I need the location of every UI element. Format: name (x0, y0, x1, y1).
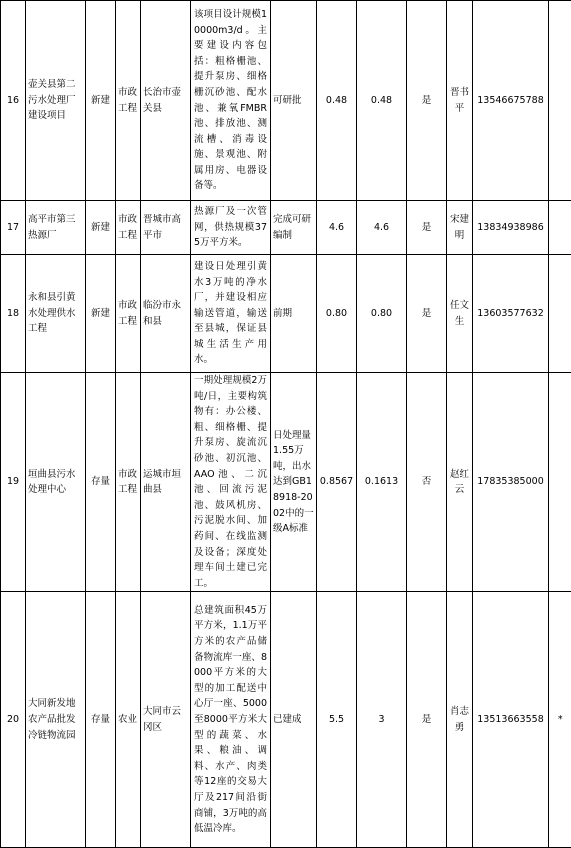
construction-content: 一期处理规模2万吨/日，主要构筑物有：办公楼、粗、细格栅、提升泵房、旋流沉砂池、初沉池、AAO池、二沉池、回流污泥池、鼓风机房、污泥脱水间、加药间、在线监测及设备；深度处理车间土建已完工。 (191, 373, 271, 592)
industry: 市政工程 (116, 255, 141, 373)
flag: 是 (407, 201, 447, 255)
progress: 日处理量1.55万吨，出水达到GB18918-2002中的一级A标准 (271, 373, 317, 592)
industry: 市政工程 (116, 201, 141, 255)
table-row (1, 255, 571, 373)
contact-person: 赵红云 (447, 373, 473, 592)
row-number: 18 (1, 255, 26, 373)
phone-number: 13513663558 (473, 592, 549, 848)
phone-number: 13834938986 (473, 201, 549, 255)
total-investment: 0.8567 (317, 373, 357, 592)
project-name: 大同新发地农产品批发冷链物流园 (26, 592, 86, 848)
progress: 可研批 (271, 1, 317, 201)
industry: 市政工程 (116, 1, 141, 201)
table-row (1, 373, 571, 592)
planned-investment: 0.48 (357, 1, 407, 201)
project-nature: 新建 (86, 201, 116, 255)
contact-person: 任文生 (447, 255, 473, 373)
construction-content: 热源厂及一次管网，供热规模375万平方米。 (191, 201, 271, 255)
phone-number: 13546675788 (473, 1, 549, 201)
row-number: 17 (1, 201, 26, 255)
construction-content: 建设日处理引黄水3万吨的净水厂，并建设相应输送管道，输送至县城，保证县城生活生产用水。 (191, 255, 271, 373)
planned-investment: 0.1613 (357, 373, 407, 592)
total-investment: 0.48 (317, 1, 357, 201)
project-name: 高平市第三热源厂 (26, 201, 86, 255)
total-investment: 5.5 (317, 592, 357, 848)
location: 大同市云冈区 (141, 592, 191, 848)
remark (549, 1, 571, 201)
row-number: 20 (1, 592, 26, 848)
contact-person: 宋建明 (447, 201, 473, 255)
project-nature: 存量 (86, 373, 116, 592)
flag: 是 (407, 255, 447, 373)
total-investment: 0.80 (317, 255, 357, 373)
remark: * (549, 592, 571, 848)
contact-person: 晋书平 (447, 1, 473, 201)
construction-content: 该项目设计规模10000m3/d。主要建设内容包括：粗格栅池、提升泵房、细格栅沉砂池、配水池、兼氧FMBR池、排放池、测流槽、消毒设施、景观池、附属用房、电器设备等。 (191, 1, 271, 201)
remark (549, 373, 571, 592)
flag: 否 (407, 373, 447, 592)
progress: 前期 (271, 255, 317, 373)
project-name: 壶关县第二污水处理厂建设项目 (26, 1, 86, 201)
table-row (1, 201, 571, 255)
project-nature: 新建 (86, 1, 116, 201)
project-nature: 新建 (86, 255, 116, 373)
location: 晋城市高平市 (141, 201, 191, 255)
row-number: 19 (1, 373, 26, 592)
project-name: 垣曲县污水处理中心 (26, 373, 86, 592)
contact-person: 肖志勇 (447, 592, 473, 848)
row-number: 16 (1, 1, 26, 201)
remark (549, 255, 571, 373)
phone-number: 13603577632 (473, 255, 549, 373)
industry: 农业 (116, 592, 141, 848)
project-name: 永和县引黄水处理供水工程 (26, 255, 86, 373)
planned-investment: 4.6 (357, 201, 407, 255)
table-row (1, 592, 571, 848)
phone-number: 17835385000 (473, 373, 549, 592)
planned-investment: 3 (357, 592, 407, 848)
total-investment: 4.6 (317, 201, 357, 255)
table-row (1, 1, 571, 201)
flag: 是 (407, 1, 447, 201)
location: 长治市壶关县 (141, 1, 191, 201)
progress: 已建成 (271, 592, 317, 848)
progress: 完成可研编制 (271, 201, 317, 255)
planned-investment: 0.80 (357, 255, 407, 373)
remark (549, 201, 571, 255)
location: 临汾市永和县 (141, 255, 191, 373)
industry: 市政工程 (116, 373, 141, 592)
construction-content: 总建筑面积45万平方米，1.1万平方米的农产品储备物流库一座、8000平方米的大型的加工配送中心厅一座、5000至8000平方米大型的蔬菜、水果、粮油、调料、水产、肉类等12座的交易大厅及217间沿街商铺，3万吨的高低温冷库。 (191, 592, 271, 848)
location: 运城市垣曲县 (141, 373, 191, 592)
project-nature: 存量 (86, 592, 116, 848)
flag: 是 (407, 592, 447, 848)
